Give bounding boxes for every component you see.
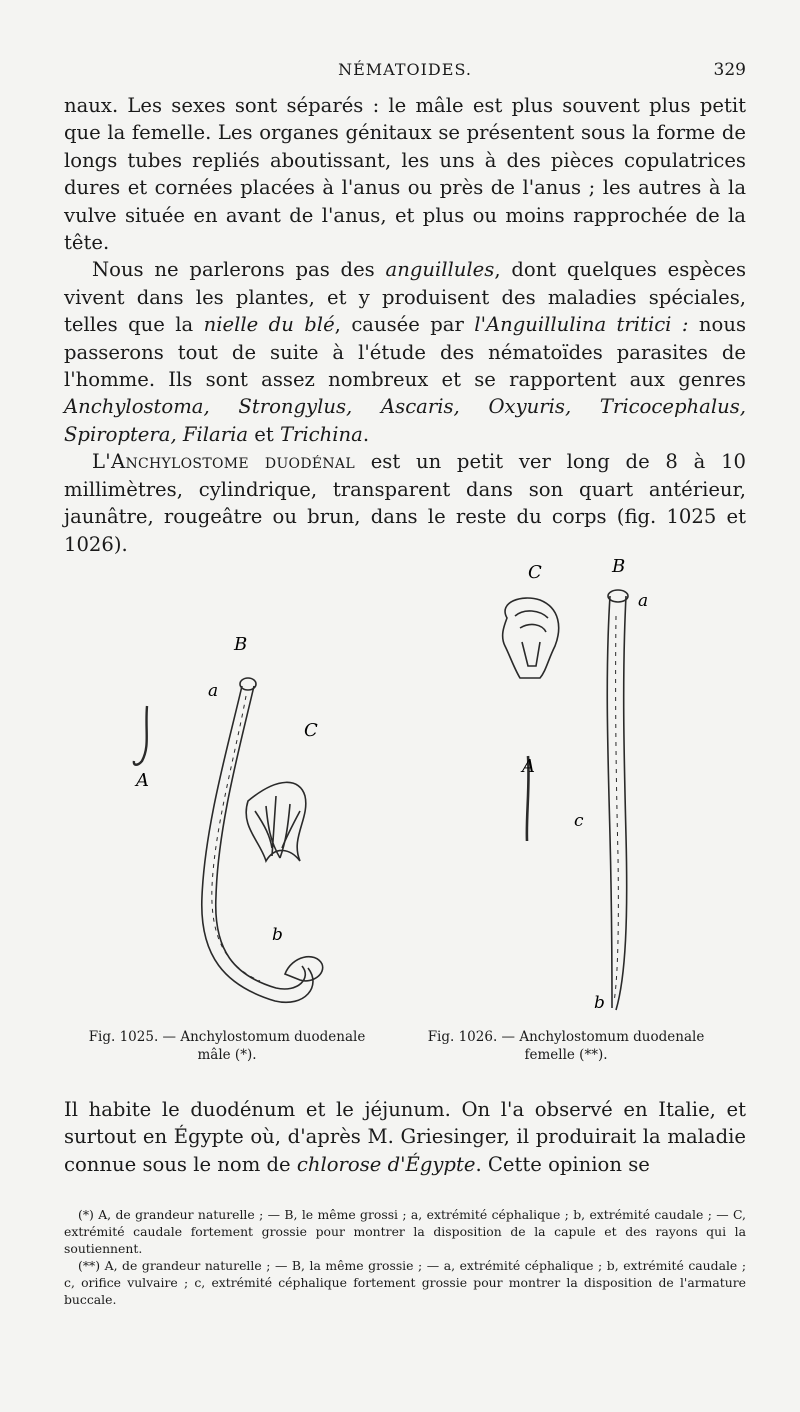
figure-label-right-B: B [612, 556, 626, 577]
figure-captions [64, 1028, 746, 1072]
figure-label-left-C: C [304, 720, 318, 741]
paragraph: naux. Les sexes sont séparés : le mâle est plus souvent plus petit que la femelle. Les organes génitaux se présentent sous la forme de longs tubes repliés aboutissant, les uns à des pièces copulatrices dures et cornées placées à l'anus ou près de l'anus ; les autres à la vulve située en avant de l'anus, et plus ou moins rapprochée de la tête. [64, 94, 746, 255]
page-number: 329 [713, 60, 746, 80]
body-text-top [64, 92, 746, 558]
italic-term: nielle du blé [203, 313, 335, 337]
footnotes [64, 1206, 746, 1308]
figure-label-left-B: B [234, 634, 248, 655]
text-run: nous passerons tout de suite à l'étude des nématoïdes parasites de l'homme. Ils sont assez nombreux et se rapportent aux genres [64, 313, 746, 392]
italic-term: l'Anguillulina tritici : [474, 313, 689, 337]
figure-label-left-b: b [272, 925, 283, 945]
body-text-bottom [64, 1096, 746, 1178]
figure-label-left-a: a [208, 681, 219, 701]
paragraph [64, 448, 746, 558]
caption-fig-1025: Fig. 1025. — Anchylostomum duodenale mâle (*). [88, 1029, 366, 1063]
text-run: . [362, 422, 370, 446]
figure-label-right-C: C [528, 562, 542, 583]
paragraph [64, 256, 746, 448]
figure-area [100, 556, 740, 1026]
text-run: et [248, 422, 280, 446]
text-run: est un petit ver long de 8 à 10 millimètres, cylindrique, transparent dans son quart antérieur, jaunâtre, rougeâtre ou brun, dans le reste du corps (fig. 1025 et 1026). [64, 450, 746, 556]
figure-label-left-A: A [136, 770, 149, 791]
text-run: , dont quelques espèces vivent dans les plantes, et y produisent des maladies spéciales, telles que la [64, 258, 747, 337]
footnote: (*) A, de grandeur naturelle ; — B, le même grossi ; a, extrémité céphalique ; b, extrémité caudale ; — C, extrémité caudale fortement grossie pour montrer la disposition de la capule et des rayons qui la soutiennent. [64, 1207, 746, 1256]
text-run: Nous ne parlerons pas des [92, 258, 386, 282]
text-run: Il habite le duodénum et le jéjunum. On l'a observé en Italie, et surtout en Égypte où, d'après M. Griesinger, il produirait la maladie connue sous le nom de [64, 1098, 746, 1176]
figure-label-right-c: c [574, 811, 584, 831]
italic-term: anguillules [385, 258, 495, 282]
italic-term: Trichina [279, 422, 363, 446]
worm-illustrations [100, 556, 740, 1026]
italic-term: chlorose d'Égypte [296, 1152, 476, 1176]
figure-label-right-a: a [638, 591, 649, 611]
text-run: . Cette opinion se [475, 1152, 650, 1176]
running-title: NÉMATOIDES. [338, 60, 472, 79]
paragraph [64, 1096, 746, 1178]
text-run: , causée par [334, 313, 475, 337]
figure-label-right-A: A [522, 756, 535, 777]
page-header [64, 60, 746, 84]
small-caps-term: L'Anchylostome duodénal [92, 450, 355, 474]
footnote: (**) A, de grandeur naturelle ; — B, la même grossie ; — a, extrémité céphalique ; b, extrémité caudale ; c, orifice vulvaire ; c, extrémité céphalique fortement grossie pour montrer la disposition de l'armature buccale. [64, 1258, 746, 1307]
italic-term: Anchylostoma, Strongylus, Ascaris, Oxyuris, Tricocephalus, Spiroptera, Filaria [64, 395, 746, 446]
female-worm-drawing [503, 590, 628, 1010]
caption-fig-1026: Fig. 1026. — Anchylostomum duodenale femelle (**). [427, 1029, 705, 1063]
male-natural-size [134, 706, 147, 765]
figure-label-right-b: b [594, 993, 605, 1013]
male-worm-drawing [134, 678, 323, 1002]
